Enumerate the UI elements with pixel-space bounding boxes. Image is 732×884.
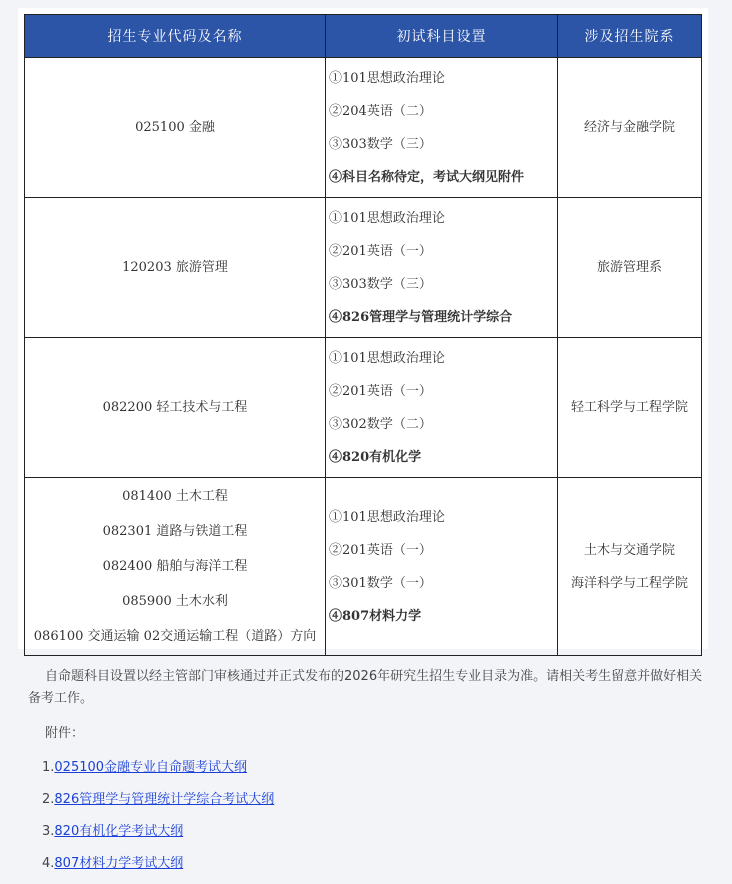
department-name: 经济与金融学院 <box>583 120 675 135</box>
department-cell <box>558 338 702 478</box>
major-cell <box>25 198 326 338</box>
subject-item: ③302数学（二） <box>329 416 432 432</box>
list-item <box>42 820 274 852</box>
header-major: 招生专业代码及名称 <box>25 15 326 58</box>
attachment-link[interactable]: 820有机化学考试大纲 <box>54 824 184 839</box>
exam-table-container <box>18 8 708 649</box>
subject-item: ②204英语（二） <box>329 103 432 119</box>
major-name: 086100 交通运输 02交通运输工程（道路）方向 <box>33 629 317 644</box>
major-name: 025100 金融 <box>135 120 215 135</box>
subject-item: ④科目名称待定，考试大纲见附件 <box>329 169 525 185</box>
subjects-cell <box>326 338 558 478</box>
attachment-number: 4. <box>42 856 55 871</box>
subject-item: ③303数学（三） <box>329 136 432 152</box>
attachments-list <box>42 756 274 884</box>
department-cell <box>558 58 702 198</box>
attachment-link[interactable]: 826管理学与管理统计学综合考试大纲 <box>54 792 275 807</box>
attachments-label: 附件： <box>45 726 85 741</box>
list-item <box>42 852 274 884</box>
attachment-number: 1. <box>42 760 55 775</box>
list-item <box>42 788 274 820</box>
table-row <box>25 338 702 478</box>
subjects-cell <box>326 198 558 338</box>
subject-item: ②201英语（一） <box>329 383 432 399</box>
subjects-cell <box>326 478 558 656</box>
major-name: 120203 旅游管理 <box>122 260 228 275</box>
department-name: 旅游管理系 <box>596 260 662 275</box>
department-cell <box>558 478 702 656</box>
major-name: 082400 船舶与海洋工程 <box>102 559 248 574</box>
major-name: 081400 土木工程 <box>122 489 228 504</box>
attachment-link[interactable]: 025100金融专业自命题考试大纲 <box>54 760 248 775</box>
department-name: 土木与交通学院 <box>583 542 675 558</box>
subject-item: ②201英语（一） <box>329 243 432 259</box>
major-cell <box>25 338 326 478</box>
attachment-number: 2. <box>42 792 55 807</box>
notice-paragraph: 自命题科目设置以经主管部门审核通过并正式发布的2026年研究生招生专业目录为准。请相关考生留意并做好相关备考工作。 <box>28 669 703 706</box>
subject-item: ②201英语（一） <box>329 542 432 558</box>
subject-item: ①101思想政治理论 <box>329 70 445 86</box>
subject-item: ④820有机化学 <box>329 449 422 465</box>
table-header-row <box>25 15 702 58</box>
major-cell <box>25 478 326 656</box>
subjects-cell <box>326 58 558 198</box>
subject-item: ①101思想政治理论 <box>329 509 445 525</box>
subject-item: ④807材料力学 <box>329 608 422 624</box>
attachment-number: 3. <box>42 824 55 839</box>
header-subjects: 初试科目设置 <box>326 15 558 58</box>
major-name: 085900 土木水利 <box>122 594 228 609</box>
attachment-link[interactable]: 807材料力学考试大纲 <box>54 856 184 871</box>
major-name: 082200 轻工技术与工程 <box>102 400 248 415</box>
exam-subject-table <box>24 14 702 656</box>
table-row <box>25 198 702 338</box>
department-cell <box>558 198 702 338</box>
department-name: 轻工科学与工程学院 <box>570 400 688 415</box>
table-row <box>25 478 702 656</box>
subject-item: ④826管理学与管理统计学综合 <box>329 309 513 325</box>
list-item <box>42 756 274 788</box>
header-department: 涉及招生院系 <box>558 15 702 58</box>
subject-item: ①101思想政治理论 <box>329 210 445 226</box>
department-name: 海洋科学与工程学院 <box>570 575 688 591</box>
major-name: 082301 道路与铁道工程 <box>102 524 248 539</box>
major-cell <box>25 58 326 198</box>
subject-item: ③301数学（一） <box>329 575 432 591</box>
subject-item: ③303数学（三） <box>329 276 432 292</box>
table-row <box>25 58 702 198</box>
subject-item: ①101思想政治理论 <box>329 350 445 366</box>
